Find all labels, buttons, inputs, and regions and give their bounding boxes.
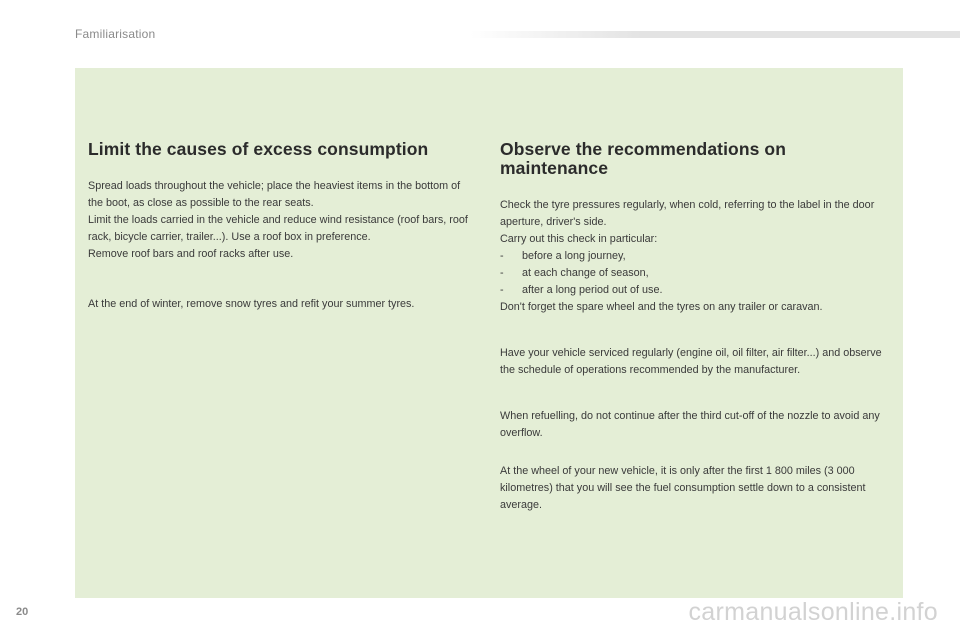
list-item-text: after a long period out of use.	[522, 284, 663, 296]
list-item	[500, 265, 892, 282]
list-item-text: at each change of season,	[522, 267, 649, 279]
list-dash: -	[500, 267, 504, 279]
list-dash: -	[500, 284, 504, 296]
paragraph-limit-loads: Limit the loads carried in the vehicle and reduce wind resistance (roof bars, roof rack, bicycle carrier, trailer...). Use a roof box in preference.	[88, 214, 468, 243]
paragraph-new-vehicle: At the wheel of your new vehicle, it is only after the first 1 800 miles (3 000 kilometres) that you will see the fuel consumption settle down to a consistent average.	[500, 465, 866, 511]
right-column	[500, 140, 892, 514]
list-dash: -	[500, 250, 504, 262]
page-number: 20	[16, 606, 29, 618]
paragraph-refuelling: When refuelling, do not continue after the third cut-off of the nozzle to avoid any overflow.	[500, 410, 880, 439]
list-item	[500, 248, 892, 265]
right-heading-line1: Observe the recommendations on	[500, 139, 786, 159]
paragraph-remove-roof-bars: Remove roof bars and roof racks after use.	[88, 248, 294, 260]
right-heading	[500, 140, 892, 178]
content-panel	[75, 68, 903, 598]
paragraph-spare-wheel: Don't forget the spare wheel and the tyres on any trailer or caravan.	[500, 301, 823, 313]
left-heading: Limit the causes of excess consumption	[88, 139, 429, 159]
header-divider	[470, 31, 960, 38]
paragraph-tyre-pressure: Check the tyre pressures regularly, when cold, referring to the label in the door aperture, driver's side.	[500, 199, 875, 228]
paragraph-winter-tyres: At the end of winter, remove snow tyres and refit your summer tyres.	[88, 298, 415, 310]
paragraph-check-intro: Carry out this check in particular:	[500, 233, 658, 245]
list-item	[500, 282, 892, 299]
paragraph-servicing: Have your vehicle serviced regularly (engine oil, oil filter, air filter...) and observe the schedule of operations recommended by the manufacturer.	[500, 347, 882, 376]
paragraph-spread-loads: Spread loads throughout the vehicle; place the heaviest items in the bottom of the boot, as close as possible to the rear seats.	[88, 180, 461, 209]
list-item-text: before a long journey,	[522, 250, 626, 262]
right-heading-line2: maintenance	[500, 158, 609, 178]
watermark: carmanualsonline.info	[688, 598, 938, 626]
section-title: Familiarisation	[75, 27, 156, 41]
left-column	[88, 140, 468, 313]
